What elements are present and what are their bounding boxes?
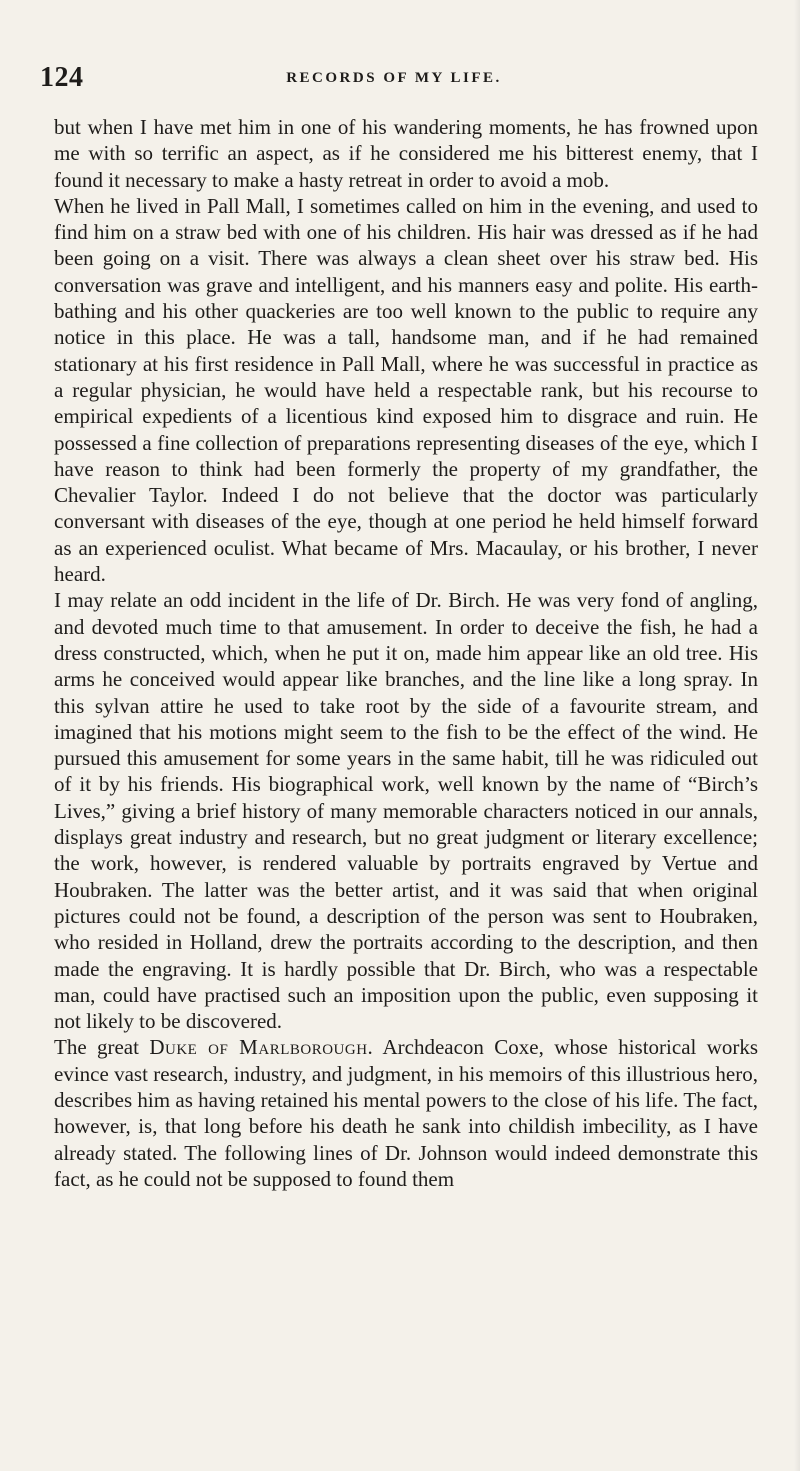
paragraph-continuation: but when I have met him in one of his wandering moments, he has frowned upon me with so terrific an aspect, as if he considered me his bitterest enemy, that I found it necessary to make a hasty retreat in order to avoid a mob. [54, 115, 758, 192]
running-title: RECORDS OF MY LIFE. [286, 70, 502, 86]
running-head [40, 62, 748, 92]
marlborough-text: Archdeacon Coxe, whose historical works evince vast research, industry, and judgment, in his memoirs of this illustrious hero, describes him as having retained his mental powers to the close of his life. The fact, however, is, that long before his death he sank into childish imbecility, as I have already stated. The following lines of Dr. Johnson would indeed demonstrate this fact, as he could not be supposed to found them [54, 1035, 759, 1191]
body-text [54, 114, 758, 1192]
marlborough-heading: Duke of Marlborough. [149, 1035, 374, 1060]
paragraph-marlborough [54, 1034, 758, 1192]
page-number: 124 [40, 62, 84, 93]
page-edge-shadow [794, 0, 800, 1471]
paragraph-dr-birch: I may relate an odd incident in the life of Dr. Birch. He was very fond of angling, and devoted much time to that amusement. In order to deceive the fish, he had a dress constructed, which, when he put it on, made him appear like an old tree. His arms he conceived would appear like branches, and the line like a long spray. In this sylvan attire he used to take root by the side of a favourite stream, and imagined that his motions might seem to the fish to be the effect of the wind. He pursued this amusement for some years in the same habit, till he was ridiculed out of it by his friends. His biographical work, well known by the name of “Birch’s Lives,” giving a brief history of many memorable characters noticed in our annals, displays great industry and research, but no great judgment or literary excellence; the work, however, is rendered valuable by portraits engraved by Vertue and Houbraken. The latter was the better artist, and it was said that when original pictures could not be found, a description of the person was sent to Houbraken, who resided in Holland, drew the portraits according to the description, and then made the engraving. It is hardly possible that Dr. Birch, who was a respectable man, could have practised such an imposition upon the public, even supposing it not likely to be discovered. [54, 588, 758, 1034]
paragraph-pall-mall: When he lived in Pall Mall, I sometimes called on him in the evening, and used to find him on a straw bed with one of his children. His hair was dressed as if he had been going on a visit. There was always a clean sheet over his straw bed. His conversation was grave and intelligent, and his manners easy and polite. His earth-bathing and his other quackeries are too well known to the public to require any notice in this place. He was a tall, handsome man, and if he had remained stationary at his first residence in Pall Mall, where he was successful in practice as a regular physician, he would have held a respectable rank, but his recourse to empirical expedients of a licentious kind exposed him to disgrace and ruin. He possessed a fine collection of preparations representing diseases of the eye, which I have reason to think had been formerly the property of my grandfather, the Chevalier Taylor. Indeed I do not believe that the doctor was particularly conversant with diseases of the eye, though at one period he held himself forward as an experienced oculist. What became of Mrs. Macaulay, or his brother, I never heard. [54, 193, 758, 587]
marlborough-lead: The great [54, 1035, 139, 1060]
